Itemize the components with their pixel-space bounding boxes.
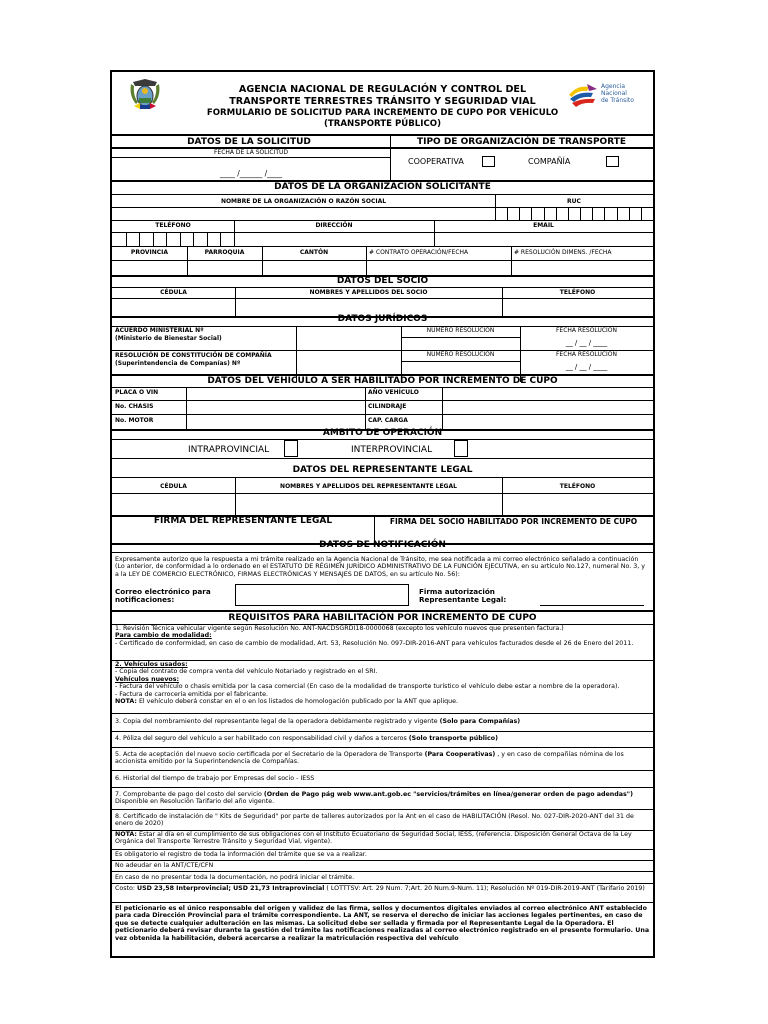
digit-cell-divider: [153, 233, 154, 246]
representante-title: DATOS DEL REPRESENTANTE LEGAL: [292, 465, 473, 475]
socio-telefono-field[interactable]: [502, 299, 653, 316]
divider: [112, 157, 390, 158]
logo-text-3: de Tránsito: [601, 97, 634, 104]
responsabilidad-peticionario: El peticionario es el único responsable del origen y validez de las firma, sellos y documentos digitales enviados al correo electrónico ANT establecido para cada Dirección Provincial para el trámite correspondiente. La ANT, se reserva el derecho de iniciar las acciones legales pertinentes, en caso de que se detecte cualquier adulteración en las mismas. La solicitud debe ser sellada y firmada por el Representante Legal de la Operadora. El peticionario deberá revisar durante la gestión del trámite las notificaciones realizadas al correo electrónico registrado en el presente formulario. Una vez obtenida la habilitación, deberá acercarse a realizar la matriculación respectiva del vehículo: [115, 905, 650, 942]
divider: [112, 713, 653, 714]
socio-cedula-field[interactable]: [112, 299, 235, 316]
ruc-field[interactable]: [495, 208, 653, 220]
interprovincial-label: INTERPROVINCIAL: [351, 445, 433, 455]
chasis-field[interactable]: [186, 401, 365, 414]
divider: [112, 871, 653, 872]
divider: [112, 439, 653, 440]
acuerdo-label-2: (Ministerio de Bienestar Social): [115, 335, 222, 342]
resolucion-dimens-field[interactable]: [511, 261, 653, 275]
cilindraje-field[interactable]: [442, 401, 653, 414]
socio-nombres-label: NOMBRES Y APELLIDOS DEL SOCIO: [309, 289, 428, 296]
divider: [112, 610, 653, 612]
direccion-label: DIRECCIÓN: [315, 222, 353, 229]
divider: [112, 246, 653, 247]
intraprovincial-checkbox[interactable]: [284, 440, 298, 457]
divider: [365, 387, 366, 429]
divider: [112, 860, 653, 861]
rep-telefono-field[interactable]: [502, 494, 653, 515]
compania-checkbox[interactable]: [606, 156, 619, 167]
notificacion-text: Expresamente autorizo que la respuesta a mi trámite realizado en la Agencia Nacional de Tránsito, me sea notificada a mi correo electrónico señalado a continuación (Lo anterior, de conformidad a lo ordenado en el ESTATUTO DE RÉGIMEN JURÍDICO ADMINISTRATIVO DE LA FUNCIÓN EJECUTIVA, en su artículo No.127, numeral No. 3, y a la LEY DE COMERCIO ELECTRÓNICO, FIRMAS ELECTRÓNICAS Y MENSAJES DE DATOS, en su artículo No. 56):: [115, 556, 645, 578]
requisito-8: 8. Certificado de instalación de " Kits de Seguridad" por parte de talleres autorizados por la Ant en el caso de HABILITACIÓN (Resol. No. 027-DIR-2020-ANT del 31 de enero de 2020): [115, 813, 634, 828]
vehiculo-title: DATOS DEL VEHÍCULO A SER HABILITADO POR INCREMENTO DE CUPO: [207, 376, 558, 386]
divider: [112, 747, 653, 748]
telefono-label: TELÉFONO: [155, 222, 191, 229]
cooperativa-checkbox[interactable]: [482, 156, 495, 167]
socio-title: DATOS DEL SOCIO: [336, 276, 429, 286]
digit-cell-divider: [126, 233, 127, 246]
resol-compania-label-2: (Superintendencia de Companías) Nº: [115, 360, 241, 367]
requisito-6: 6. Historial del tiempo de trabajo por Empresas del socio - IESS: [115, 775, 315, 782]
tipo-org-title: TIPO DE ORGANIZACIÓN DE TRANSPORTE: [416, 137, 627, 147]
fecha-resolucion-label: FECHA RESOLUCIÓN: [555, 351, 618, 358]
divider: [112, 477, 653, 478]
parroquia-label: PARROQUIA: [204, 249, 245, 256]
requisito-3: 3. Copia del nombramiento del representante legal de la operadora debidamente registrado y vigente (Solo para Compañías): [115, 718, 521, 725]
digit-cell-divider: [629, 208, 630, 220]
numero-resolucion-label: NUMERO RESOLUCIÓN: [426, 351, 495, 358]
agency-name-line2: TRANSPORTE TERRESTRES TRÁNSITO Y SEGURIDAD VIAL: [229, 96, 536, 107]
digit-cell-divider: [556, 208, 557, 220]
provincia-label: PROVINCIA: [130, 249, 169, 256]
rep-telefono-label: TELÉFONO: [559, 483, 596, 490]
nota-no-iniciar: En caso de no presentar toda la documentación, no podrá iniciar el trámite.: [115, 874, 355, 881]
request-form: [110, 70, 655, 958]
juridicos-title: DATOS JURÍDICOS: [337, 314, 428, 324]
digit-cell-divider: [180, 233, 181, 246]
carga-label: CAP. CARGA: [368, 417, 408, 424]
digit-cell-divider: [568, 208, 569, 220]
numero-resolucion-label: NUMERO RESOLUCIÓN: [426, 327, 495, 334]
placa-label: PLACA O VIN: [115, 389, 159, 396]
digit-cell-divider: [641, 208, 642, 220]
correo-label-1: Correo electrónico para: [115, 587, 211, 596]
contrato-field[interactable]: [366, 261, 511, 275]
digit-cell-divider: [207, 233, 208, 246]
requisito-7: 7. Comprobante de pago del costo del servicio (Orden de Pago pág web www.ant.gob.ec "servicios/trámites en línea/generar orden de pago adendas") Disponible en Resolución Tarifario del año vigente.: [115, 791, 633, 806]
nota-iess: NOTA: Estar al día en el cumplimiento de sus obligaciones con el Instituto Ecuatoriano de Seguridad Social, IESS, (referencia. Disposición General Octava de la Ley Orgánica del Transporte Terrestre Tránsito y Seguridad Vial, vigente).: [115, 831, 632, 846]
socio-cedula-label: CÉDULA: [160, 289, 187, 296]
digit-cell-divider: [519, 208, 520, 220]
canton-label: CANTÓN: [299, 249, 329, 256]
form-title-line2: (TRANSPORTE PÚBLICO): [323, 119, 442, 129]
nota-adeudar: No adeudar en la ANT/CTE/CFN: [115, 862, 214, 869]
rep-cedula-label: CÉDULA: [160, 483, 187, 490]
rep-cedula-field[interactable]: [112, 494, 235, 515]
ant-logo-icon: [567, 81, 599, 111]
intraprovincial-label: INTRAPROVINCIAL: [188, 445, 270, 455]
requisito-5: 5. Acta de aceptación del nuevo socio certificada por el Secretario de la Operadora de Transporte (Para Cooperativas) , y en caso de compañías nómina de los accionista emitido por la Superintendencia de Compañías.: [115, 751, 624, 766]
carga-field[interactable]: [442, 415, 653, 428]
firma-autorizacion-line[interactable]: [540, 605, 644, 606]
divider: [112, 849, 653, 850]
divider: [112, 883, 653, 884]
cilindraje-label: CILINDRAJE: [368, 403, 407, 410]
telefono-field[interactable]: [112, 233, 234, 246]
firma-rep-label: FIRMA DEL REPRESENTANTE LEGAL: [153, 516, 333, 526]
solicitud-title: DATOS DE LA SOLICITUD: [187, 137, 311, 147]
chasis-label: No. CHASIS: [115, 403, 154, 410]
divider: [112, 787, 653, 788]
rep-nombres-label: NOMBRES Y APELLIDOS DEL REPRESENTANTE LEGAL: [280, 483, 457, 490]
anio-field[interactable]: [442, 388, 653, 400]
provincia-field[interactable]: [112, 261, 187, 275]
organizacion-title: DATOS DE LA ORGANIZACIÓN SOLICITANTE: [274, 182, 491, 192]
digit-cell-divider: [592, 208, 593, 220]
divider: [112, 220, 653, 221]
correo-label-2: notificaciones:: [115, 595, 175, 604]
socio-telefono-label: TELÉFONO: [559, 289, 596, 296]
divider: [112, 147, 653, 149]
nombre-org-label: NOMBRE DE LA ORGANIZACIÓN O RAZÓN SOCIAL: [220, 198, 387, 205]
anio-label: AÑO VEHÍCULO: [368, 389, 419, 396]
fecha-resolucion-label: FECHA RESOLUCIÓN: [555, 327, 618, 334]
digit-cell-divider: [617, 208, 618, 220]
ruc-label: RUC: [567, 198, 581, 205]
divider: [112, 458, 653, 459]
nota-obligatorio: Es obligatorio el registro de toda la información del trámite que se va a realizar.: [115, 851, 367, 858]
divider: [112, 809, 653, 810]
digit-cell-divider: [166, 233, 167, 246]
email-label: EMAIL: [533, 222, 554, 229]
rep-nombres-field[interactable]: [235, 494, 502, 515]
firma-autorizacion-label-1: Firma autorización: [419, 587, 495, 596]
costo-tramite: Costo: USD 23,58 Interprovincial; USD 21,73 Intraprovincial ( LOTTTSV: Art. 29 Num. 7;Art. 20 Num.9-Num. 11); Resolución Nº 019-DIR-2019-ANT (Tarifario 2019): [115, 885, 645, 892]
digit-cell-divider: [139, 233, 140, 246]
interprovincial-checkbox[interactable]: [454, 440, 468, 457]
requisito-2: 2. Vehículos usados: - Copia del contrato de compra venta del vehículo Notariado y registrado en el SRI. Vehículos nuevos: - Factura del vehículo o chasis emitida por la casa comercial (En caso de la modalidad de transporte turístico el vehículo debe estar a nombre de la operadora). - Factura de carrocería emitida por el fabricante. NOTA: El vehículo deberá constar en el o en los listados de homologación publicado por la ANT que aplique.: [115, 661, 620, 706]
fecha-label: FECHA DE LA SOLICITUD: [213, 149, 289, 156]
acuerdo-numero-field[interactable]: [401, 338, 520, 350]
acuerdo-field[interactable]: [296, 327, 401, 350]
requisito-4: 4. Póliza del seguro del vehículo a ser habilitado con responsabilidad civil y daños a terceros (Solo transporte público): [115, 735, 498, 742]
firma-socio-label: FIRMA DEL SOCIO HABILITADO POR INCREMENTO DE CUPO: [389, 517, 638, 526]
form-title-line1: FORMULARIO DE SOLICITUD PARA INCREMENTO DE CUPO POR VEHÍCULO: [206, 108, 559, 118]
digit-cell-divider: [604, 208, 605, 220]
resolucion-dimens-label: # RESOLUCIÓN DIMENS. /FECHA: [514, 249, 612, 256]
firma-autorizacion-label-2: Representante Legal:: [419, 595, 507, 604]
digit-cell-divider: [220, 233, 221, 246]
logo-text-2: Nacional: [601, 90, 627, 97]
acuerdo-fecha-value[interactable]: __ / __ / ____: [565, 339, 608, 347]
canton-field[interactable]: [262, 261, 366, 275]
acuerdo-label-1: ACUERDO MINISTERIAL Nº: [115, 327, 204, 334]
requisito-1: 1. Revisión Técnica vehicular vigente según Resolución No. ANT-NACDSGRDI18-0000068 (excepto los vehículo nuevos que presenten factura.) Para cambio de modalidad: - Certificado de conformidad, en caso de cambio de modalidad, Art. 53, Resolución No. 097-DIR-2016-ANT para vehículos facturados desde el 26 de Enero del 2011.: [115, 625, 634, 647]
nombre-org-field[interactable]: [112, 208, 495, 220]
requisitos-title: REQUISITOS PARA HABILITACIÓN POR INCREMENTO DE CUPO: [228, 613, 537, 623]
divider: [112, 552, 653, 553]
cooperativa-label: COOPERATIVA: [408, 157, 464, 166]
divider: [112, 134, 653, 136]
resol-fecha-value[interactable]: __ / __ / ____: [565, 363, 608, 371]
contrato-label: # CONTRATO OPERACIÓN/FECHA: [369, 249, 469, 256]
direccion-field[interactable]: [234, 233, 434, 246]
placa-field[interactable]: [186, 388, 365, 400]
motor-field[interactable]: [186, 415, 365, 428]
resol-compania-label-1: RESOLUCIÓN DE CONSTITUCIÓN DE COMPAÑÍA: [115, 352, 272, 359]
digit-cell-divider: [580, 208, 581, 220]
notificacion-title: DATOS DE NOTIFICACIÓN: [319, 540, 446, 550]
fecha-value[interactable]: ____ /______ /____: [219, 169, 283, 178]
divider: [112, 731, 653, 732]
email-field[interactable]: [434, 233, 653, 246]
digit-cell-divider: [531, 208, 532, 220]
divider: [112, 770, 653, 771]
divider: [112, 902, 653, 903]
digit-cell-divider: [544, 208, 545, 220]
motor-label: No. MOTOR: [115, 417, 154, 424]
agency-name-line1: AGENCIA NACIONAL DE REGULACIÓN Y CONTROL DEL: [238, 84, 527, 95]
compania-label: COMPAÑÍA: [528, 157, 571, 166]
divider: [112, 287, 653, 288]
logo-text-1: Agencia: [601, 83, 626, 90]
correo-notificaciones-input[interactable]: [235, 584, 409, 606]
parroquia-field[interactable]: [187, 261, 262, 275]
ambito-title: AMBITO DE OPERACIÓN: [322, 428, 443, 438]
digit-cell-divider: [507, 208, 508, 220]
divider: [112, 194, 653, 195]
digit-cell-divider: [193, 233, 194, 246]
